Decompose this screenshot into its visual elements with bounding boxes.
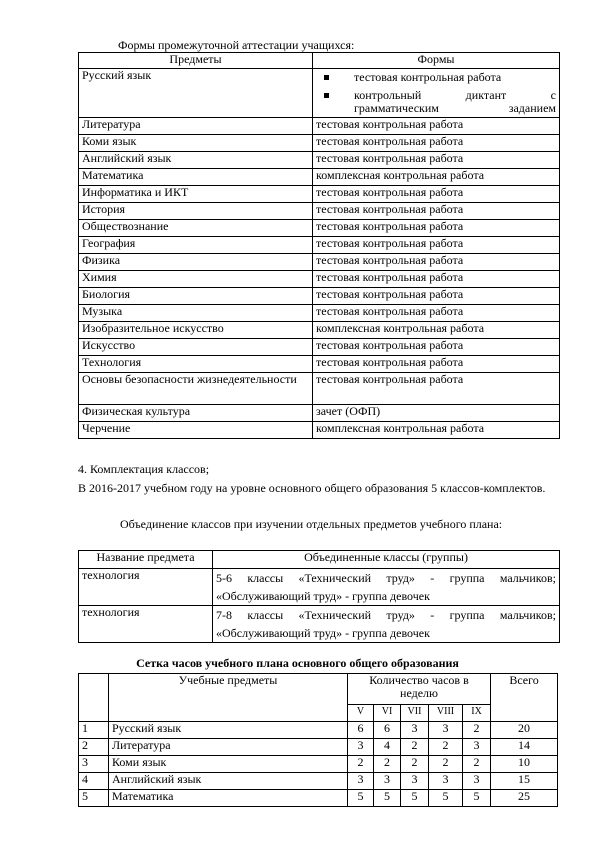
form-cell: тестовая контрольная работа xyxy=(313,203,560,220)
subject-cell: технология xyxy=(79,569,213,606)
hours-cell: 2 xyxy=(348,756,374,773)
table-row xyxy=(79,237,560,254)
paragraph: В 2016-2017 учебном году на уровне основного общего образования 5 классов-комплектов. xyxy=(78,481,546,495)
table-header-row xyxy=(79,674,558,705)
table-row xyxy=(79,569,560,606)
subject-cell: Искусство xyxy=(79,339,313,356)
hours-cell: 5 xyxy=(374,790,401,807)
form-cell: тестовая контрольная работа xyxy=(313,186,560,203)
row-number-cell: 5 xyxy=(79,790,109,807)
subject-cell: Английский язык xyxy=(79,152,313,169)
hours-cell: 2 xyxy=(374,756,401,773)
form-cell: тестовая контрольная работа xyxy=(313,118,560,135)
table-row xyxy=(79,339,560,356)
hours-cell: 2 xyxy=(429,756,463,773)
table-row xyxy=(79,606,560,643)
form-cell: тестовая контрольная работа xyxy=(313,305,560,322)
bullet-icon xyxy=(324,75,329,80)
subject-cell: Литература xyxy=(109,739,348,756)
hours-cell: 5 xyxy=(348,790,374,807)
subject-cell: Химия xyxy=(79,271,313,288)
grade-header: V xyxy=(348,705,374,722)
row-number-cell: 1 xyxy=(79,722,109,739)
subject-cell: Черчение xyxy=(79,422,313,439)
subject-cell: География xyxy=(79,237,313,254)
table-row xyxy=(79,405,560,422)
table-row xyxy=(79,169,560,186)
hours-cell: 3 xyxy=(429,722,463,739)
table-row xyxy=(79,271,560,288)
subject-cell: Коми язык xyxy=(79,135,313,152)
table-row xyxy=(79,254,560,271)
subject-cell: Обществознание xyxy=(79,220,313,237)
hours-cell: 2 xyxy=(429,739,463,756)
grade-header: VII xyxy=(401,705,429,722)
hours-cell: 4 xyxy=(374,739,401,756)
subjects-header: Учебные предметы xyxy=(109,674,348,722)
hours-cell: 2 xyxy=(401,756,429,773)
hours-cell: 3 xyxy=(463,773,491,790)
subject-cell: Физика xyxy=(79,254,313,271)
subject-cell: Математика xyxy=(79,169,313,186)
table-row xyxy=(79,305,560,322)
grade-header: VIII xyxy=(429,705,463,722)
hours-cell: 5 xyxy=(401,790,429,807)
subject-cell: Русский язык xyxy=(79,69,313,118)
hours-cell: 3 xyxy=(429,773,463,790)
table-row xyxy=(79,135,560,152)
table-row xyxy=(79,739,558,756)
table-row xyxy=(79,69,560,118)
table-header-row xyxy=(79,53,560,69)
attestation-heading: Формы промежуточной аттестации учащихся: xyxy=(118,38,355,52)
hours-cell: 3 xyxy=(463,739,491,756)
classes-cell xyxy=(213,569,560,606)
subject-cell: Основы безопасности жизнедеятельности xyxy=(79,373,313,405)
form-cell: тестовая контрольная работа xyxy=(313,220,560,237)
table-row xyxy=(79,422,560,439)
hours-cell: 6 xyxy=(348,722,374,739)
subject-cell: Русский язык xyxy=(109,722,348,739)
form-cell: тестовая контрольная работа xyxy=(313,254,560,271)
subject-cell: технология xyxy=(79,606,213,643)
row-number-cell: 4 xyxy=(79,773,109,790)
classes-line: «Обслуживающий труд» - группа девочек xyxy=(216,626,430,640)
hours-cell: 3 xyxy=(348,773,374,790)
merged-classes-table xyxy=(78,550,560,643)
merged-classes-header: Объединенные классы (группы) xyxy=(213,551,560,569)
form-cell: тестовая контрольная работа xyxy=(313,271,560,288)
hours-table-caption: Сетка часов учебного плана основного общего образования xyxy=(136,656,459,670)
classes-line: 7-8 классы «Технический труд» - группа мальчиков; xyxy=(216,608,556,622)
table-row xyxy=(79,220,560,237)
table-row xyxy=(79,790,558,807)
subject-cell: Информатика и ИКТ xyxy=(79,186,313,203)
hours-cell: 3 xyxy=(348,739,374,756)
hours-cell: 3 xyxy=(401,722,429,739)
table-row xyxy=(79,356,560,373)
classes-cell xyxy=(213,606,560,643)
row-number-cell: 3 xyxy=(79,756,109,773)
table-row xyxy=(79,756,558,773)
bullet-icon xyxy=(324,93,329,98)
table-row xyxy=(79,322,560,339)
table-row xyxy=(79,722,558,739)
section-title: 4. Комплектация классов; xyxy=(78,462,210,476)
form-cell: комплексная контрольная работа xyxy=(313,422,560,439)
subject-name-header: Название предмета xyxy=(79,551,213,569)
subject-cell: Коми язык xyxy=(109,756,348,773)
hours-cell: 3 xyxy=(374,773,401,790)
hours-cell: 2 xyxy=(463,756,491,773)
hours-cell: 2 xyxy=(401,739,429,756)
subject-cell: Технология xyxy=(79,356,313,373)
grade-header: VI xyxy=(374,705,401,722)
form-cell: тестовая контрольная работа xyxy=(313,373,560,405)
hours-cell: 2 xyxy=(463,722,491,739)
subject-cell: Изобразительное искусство xyxy=(79,322,313,339)
classes-line: «Обслуживающий труд» - группа девочек xyxy=(216,589,430,603)
table-row xyxy=(79,373,560,405)
subjects-column-header: Предметы xyxy=(79,53,313,69)
table-row xyxy=(79,288,560,305)
form-cell: тестовая контрольная работа xyxy=(313,135,560,152)
table-row xyxy=(79,118,560,135)
form-cell: тестовая контрольная работа xyxy=(313,152,560,169)
table-row xyxy=(79,773,558,790)
paragraph: Объединение классов при изучении отдельных предметов учебного плана: xyxy=(120,517,503,531)
row-number-cell: 2 xyxy=(79,739,109,756)
form-cell: тестовая контрольная работа xyxy=(313,237,560,254)
classes-line: 5-6 классы «Технический труд» - группа мальчиков; xyxy=(216,571,556,585)
table-header-row xyxy=(79,551,560,569)
hours-cell: 6 xyxy=(374,722,401,739)
subject-cell: Физическая культура xyxy=(79,405,313,422)
form-cell: комплексная контрольная работа xyxy=(313,169,560,186)
hours-table xyxy=(78,673,558,807)
hours-cell: 3 xyxy=(401,773,429,790)
forms-list-cell xyxy=(313,69,560,118)
forms-table-body xyxy=(79,118,560,439)
total-header: Всего xyxy=(491,674,558,722)
subject-cell: Литература xyxy=(79,118,313,135)
subject-cell: Математика xyxy=(109,790,348,807)
total-cell: 15 xyxy=(491,773,558,790)
number-header xyxy=(79,674,109,722)
table-row xyxy=(79,203,560,220)
total-cell: 10 xyxy=(491,756,558,773)
list-item: контрольный диктант с грамматическим заданием xyxy=(324,89,556,115)
form-cell: тестовая контрольная работа xyxy=(313,339,560,356)
hours-table-body xyxy=(79,722,558,807)
table-row xyxy=(79,152,560,169)
forms-column-header: Формы xyxy=(313,53,560,69)
hours-cell: 5 xyxy=(463,790,491,807)
hours-per-week-header: Количество часов в неделю xyxy=(348,674,491,705)
total-cell: 20 xyxy=(491,722,558,739)
merged-table-body xyxy=(79,569,560,643)
forms-list xyxy=(316,71,556,115)
form-cell: зачет (ОФП) xyxy=(313,405,560,422)
list-item: тестовая контрольная работа xyxy=(324,71,556,84)
total-cell: 14 xyxy=(491,739,558,756)
form-cell: тестовая контрольная работа xyxy=(313,288,560,305)
attestation-forms-table xyxy=(78,52,560,439)
subject-cell: Музыка xyxy=(79,305,313,322)
total-cell: 25 xyxy=(491,790,558,807)
hours-cell: 5 xyxy=(429,790,463,807)
grade-header: IX xyxy=(463,705,491,722)
subject-cell: Английский язык xyxy=(109,773,348,790)
table-row xyxy=(79,186,560,203)
form-cell: комплексная контрольная работа xyxy=(313,322,560,339)
subject-cell: Биология xyxy=(79,288,313,305)
form-cell: тестовая контрольная работа xyxy=(313,356,560,373)
subject-cell: История xyxy=(79,203,313,220)
